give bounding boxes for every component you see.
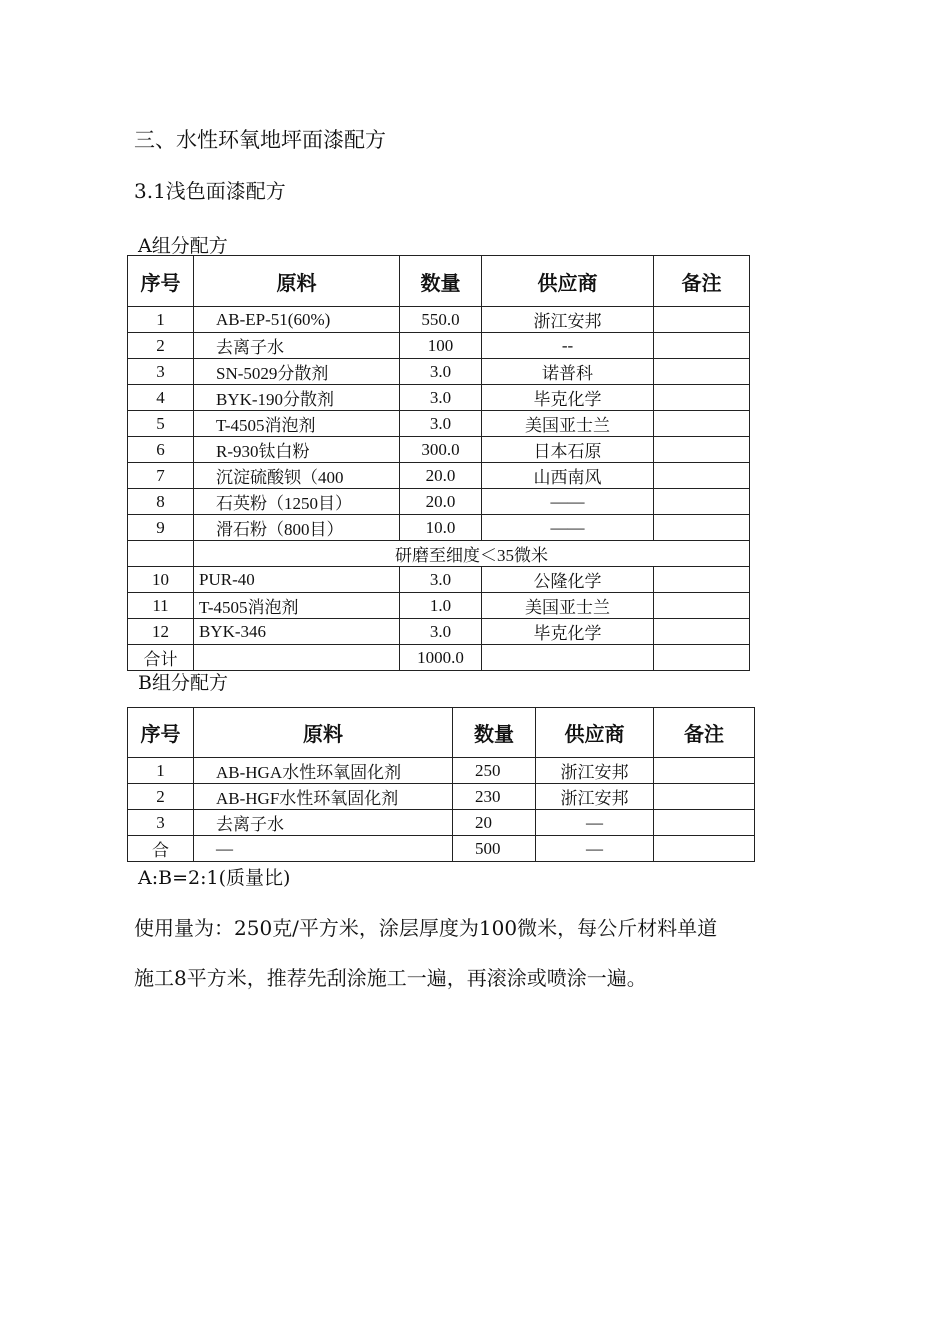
cell-remark xyxy=(654,385,750,411)
header-supplier: 供应商 xyxy=(536,708,654,758)
table-row xyxy=(128,593,750,619)
cell-material: — xyxy=(194,836,453,862)
cell-empty xyxy=(654,645,750,671)
cell-quantity: 230 xyxy=(453,784,536,810)
cell-index: 4 xyxy=(128,385,194,411)
table-note-row xyxy=(128,541,750,567)
cell-remark xyxy=(654,836,755,862)
header-quantity: 数量 xyxy=(400,256,482,307)
cell-quantity: 550.0 xyxy=(400,307,482,333)
cell-quantity: 100 xyxy=(400,333,482,359)
header-remark: 备注 xyxy=(654,708,755,758)
cell-supplier: —— xyxy=(482,489,654,515)
header-material: 原料 xyxy=(194,708,453,758)
cell-material: BYK-190分散剂 xyxy=(194,385,400,411)
table-a-caption: A组分配方 xyxy=(138,235,228,257)
table-row xyxy=(128,411,750,437)
cell-supplier: — xyxy=(536,836,654,862)
cell-remark xyxy=(654,810,755,836)
table-b-header-row xyxy=(128,708,755,758)
table-row xyxy=(128,758,755,784)
cell-quantity: 20.0 xyxy=(400,463,482,489)
cell-remark xyxy=(654,437,750,463)
cell-index: 11 xyxy=(128,593,194,619)
cell-remark xyxy=(654,593,750,619)
cell-quantity: 3.0 xyxy=(400,411,482,437)
cell-remark xyxy=(654,359,750,385)
table-b xyxy=(127,707,755,862)
cell-supplier: —— xyxy=(482,515,654,541)
cell-material: 去离子水 xyxy=(194,333,400,359)
cell-supplier: 山西南风 xyxy=(482,463,654,489)
cell-index: 8 xyxy=(128,489,194,515)
cell-remark xyxy=(654,619,750,645)
cell-quantity: 3.0 xyxy=(400,619,482,645)
total-quantity: 500 xyxy=(453,836,536,862)
cell-quantity: 3.0 xyxy=(400,567,482,593)
cell-material: SN-5029分散剂 xyxy=(194,359,400,385)
cell-index: 3 xyxy=(128,359,194,385)
cell-quantity: 20 xyxy=(453,810,536,836)
cell-remark xyxy=(654,784,755,810)
cell-material: AB-EP-51(60%) xyxy=(194,307,400,333)
cell-remark xyxy=(654,333,750,359)
table-row xyxy=(128,489,750,515)
header-remark: 备注 xyxy=(654,256,750,307)
cell-material: AB-HGA水性环氧固化剂 xyxy=(194,758,453,784)
header-index: 序号 xyxy=(128,256,194,307)
cell-index: 1 xyxy=(128,307,194,333)
header-supplier: 供应商 xyxy=(482,256,654,307)
mix-ratio: A:B=2:1(质量比) xyxy=(138,867,291,889)
cell-material: AB-HGF水性环氧固化剂 xyxy=(194,784,453,810)
cell-index: 12 xyxy=(128,619,194,645)
cell-index: 7 xyxy=(128,463,194,489)
table-row xyxy=(128,385,750,411)
grinding-note: 研磨至细度＜35微米 xyxy=(194,541,750,567)
cell-material: 沉淀硫酸钡（400 xyxy=(194,463,400,489)
cell-index: 10 xyxy=(128,567,194,593)
total-label: 合 xyxy=(128,836,194,862)
section-title: 三、水性环氧地坪面漆配方 xyxy=(134,128,386,152)
cell-quantity: 250 xyxy=(453,758,536,784)
total-label: 合计 xyxy=(128,645,194,671)
table-row xyxy=(128,307,750,333)
cell-supplier: 浙江安邦 xyxy=(482,307,654,333)
cell-material: 石英粉（1250目） xyxy=(194,489,400,515)
subsection-title: 3.1浅色面漆配方 xyxy=(134,179,286,203)
cell-index: 2 xyxy=(128,333,194,359)
table-a xyxy=(127,255,750,671)
header-quantity: 数量 xyxy=(453,708,536,758)
cell-empty xyxy=(482,645,654,671)
cell-supplier: 诺普科 xyxy=(482,359,654,385)
table-row xyxy=(128,567,750,593)
cell-material: PUR-40 xyxy=(194,567,400,593)
table-a-header-row xyxy=(128,256,750,307)
cell-supplier: -- xyxy=(482,333,654,359)
table-total-row xyxy=(128,645,750,671)
cell-quantity: 3.0 xyxy=(400,359,482,385)
cell-index: 3 xyxy=(128,810,194,836)
table-row xyxy=(128,359,750,385)
cell-material: T-4505消泡剂 xyxy=(194,411,400,437)
table-b-caption: B组分配方 xyxy=(138,672,228,694)
cell-remark xyxy=(654,411,750,437)
cell-quantity: 300.0 xyxy=(400,437,482,463)
cell-supplier: — xyxy=(536,810,654,836)
cell-supplier: 美国亚士兰 xyxy=(482,593,654,619)
cell-material: 去离子水 xyxy=(194,810,453,836)
cell-supplier: 浙江安邦 xyxy=(536,784,654,810)
cell-material: R-930钛白粉 xyxy=(194,437,400,463)
cell-quantity: 20.0 xyxy=(400,489,482,515)
header-material: 原料 xyxy=(194,256,400,307)
cell-supplier: 毕克化学 xyxy=(482,619,654,645)
cell-remark xyxy=(654,489,750,515)
table-row xyxy=(128,619,750,645)
cell-supplier: 浙江安邦 xyxy=(536,758,654,784)
cell-empty xyxy=(194,645,400,671)
header-index: 序号 xyxy=(128,708,194,758)
table-row xyxy=(128,333,750,359)
cell-quantity: 1.0 xyxy=(400,593,482,619)
cell-remark xyxy=(654,463,750,489)
cell-material: T-4505消泡剂 xyxy=(194,593,400,619)
cell-supplier: 毕克化学 xyxy=(482,385,654,411)
cell-index: 6 xyxy=(128,437,194,463)
table-row xyxy=(128,810,755,836)
usage-line-1: 使用量为：250克/平方米，涂层厚度为100微米，每公斤材料单道 xyxy=(134,916,718,940)
cell-index: 5 xyxy=(128,411,194,437)
cell-index: 9 xyxy=(128,515,194,541)
table-row xyxy=(128,437,750,463)
table-row xyxy=(128,463,750,489)
cell-supplier: 公隆化学 xyxy=(482,567,654,593)
usage-line-2: 施工8平方米，推荐先刮涂施工一遍，再滚涂或喷涂一遍。 xyxy=(134,966,647,990)
cell-remark xyxy=(654,567,750,593)
cell-remark xyxy=(654,515,750,541)
cell-index: 1 xyxy=(128,758,194,784)
cell-quantity: 3.0 xyxy=(400,385,482,411)
table-total-row xyxy=(128,836,755,862)
cell-material: BYK-346 xyxy=(194,619,400,645)
cell-quantity: 10.0 xyxy=(400,515,482,541)
cell-empty xyxy=(128,541,194,567)
cell-remark xyxy=(654,307,750,333)
table-row xyxy=(128,784,755,810)
table-row xyxy=(128,515,750,541)
total-quantity: 1000.0 xyxy=(400,645,482,671)
cell-material: 滑石粉（800目） xyxy=(194,515,400,541)
cell-remark xyxy=(654,758,755,784)
cell-supplier: 美国亚士兰 xyxy=(482,411,654,437)
cell-supplier: 日本石原 xyxy=(482,437,654,463)
cell-index: 2 xyxy=(128,784,194,810)
